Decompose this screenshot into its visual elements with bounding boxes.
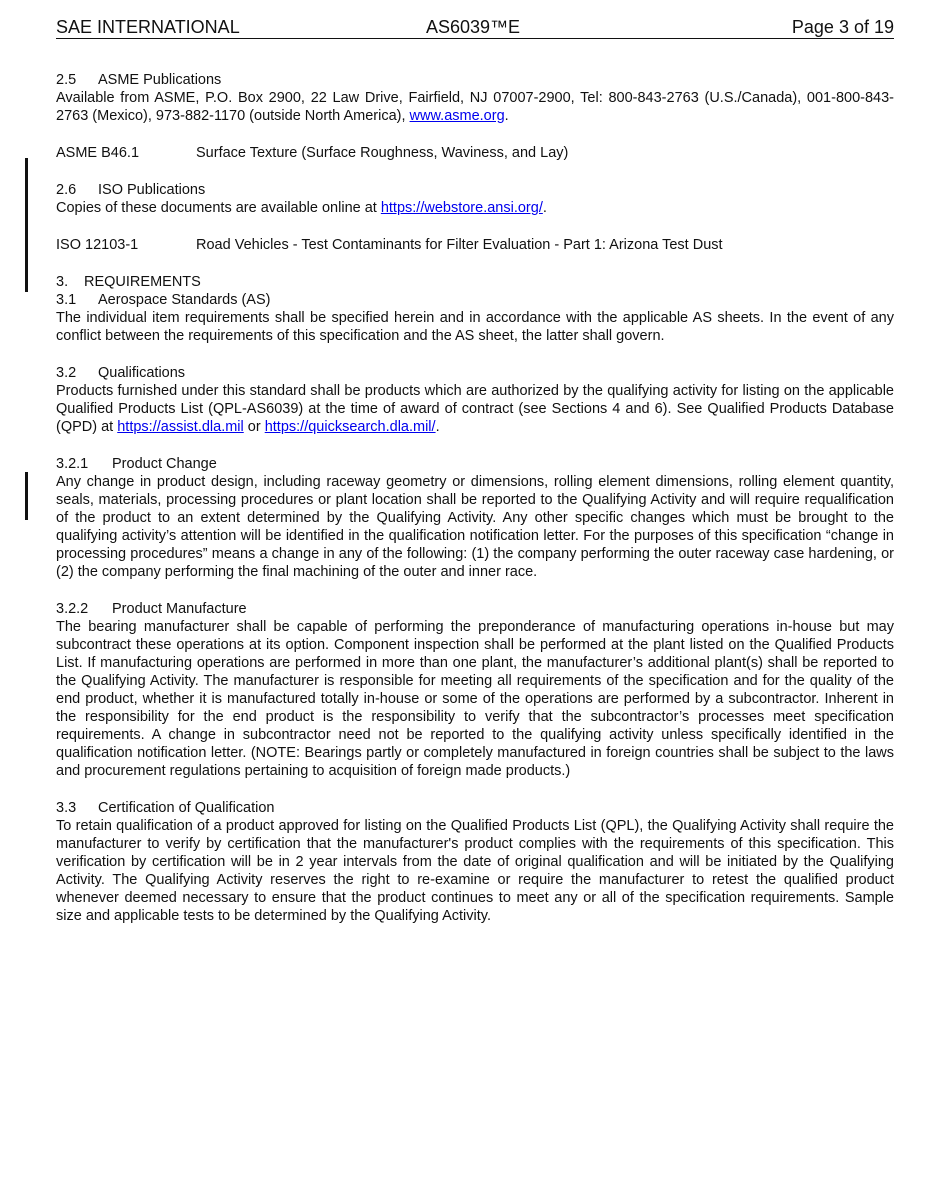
section-heading-2-6: 2.6 ISO Publications	[56, 182, 206, 198]
reference-asme-b46-1: ASME B46.1 Surface Texture (Surface Roughness, Waviness, and Lay)	[56, 145, 569, 161]
section-text-3-1: The individual item requirements shall be specified herein and in accordance with the applicable AS sheets. In the event of any conflict between the requirements of this specification and the AS sheet, the latter shall govern.	[56, 310, 894, 344]
document-body	[56, 71, 894, 944]
section-heading-2-5: 2.5 ASME Publications	[56, 72, 222, 88]
section-heading-3-3: 3.3 Certification of Qualification	[56, 800, 275, 816]
section-heading-3-1: 3.1 Aerospace Standards (AS)	[56, 292, 271, 308]
section-heading-3: 3. REQUIREMENTS	[56, 274, 201, 290]
assist-link[interactable]: https://assist.dla.mil	[117, 419, 244, 435]
section-heading-3-2-1: 3.2.1 Product Change	[56, 456, 217, 472]
asme-link[interactable]: www.asme.org	[409, 108, 505, 124]
section-heading-3-2: 3.2 Qualifications	[56, 365, 186, 381]
section-text-3-2-2: The bearing manufacturer shall be capable of performing the preponderance of manufacturing operations in-house but may subcontract these operations at its option. Component inspection shall be performed at the plant listed on the Qualified Products List. If manufacturing operations are performed in more than one plant, the manufacturer’s additional plant(s) shall be reported to the Qualifying Activity. The manufacturer is responsible for meeting all requirements of the specification and for the quality of the end product, whether it is manufactured totally in-house or some of the operations are performed by a subcontractor. Inherent in the responsibility for the end product is the responsibility to verify that the subcontractor’s processes meet specification requirements. A change in subcontractor need not be reported to the qualifying activity unless specifically identified in the qualification notification letter. (NOTE: Bearings partly or completely manufactured in foreign countries shall be subject to the laws and procurement regulations pertaining to acquisition of foreign made products.)	[56, 619, 894, 779]
header-org: SAE INTERNATIONAL	[56, 17, 240, 37]
quicksearch-link[interactable]: https://quicksearch.dla.mil/	[264, 419, 436, 435]
section-text-3-2-1: Any change in product design, including raceway geometry or dimensions, rolling element dimensions, rolling element quantity, seals, materials, processing procedures or plant location shall be reported to the Qualifying Activity and will require requalification of the product to an extent determined by the Qualifying Activity. Any other specific changes which must be brought to the qualifying activity’s attention will be identified in the qualification notification letter. For the purposes of this specification “change in processing procedures” means a change in any of the following: (1) the company performing the outer raceway case hardening, or (2) the company performing the final machining of the outer and inner race.	[56, 474, 894, 580]
section-text-3-2: Products furnished under this standard shall be products which are authorized by the qualifying activity for listing on the applicable Qualified Products List (QPL-AS6039) at the time of award of contract (see Sections 4 and 6). See Qualified Products Database (QPD) at https://assist.dla.mil or https://quicksearch.dla.mil/.	[56, 383, 894, 435]
header-doc-id: AS6039™E	[426, 17, 521, 37]
header-page-number: Page 3 of 19	[791, 17, 894, 37]
ansi-webstore-link[interactable]: https://webstore.ansi.org/	[380, 200, 543, 216]
page-header	[56, 16, 894, 39]
section-text-3-3: To retain qualification of a product approved for listing on the Qualified Products List (QPL), the Qualifying Activity shall require the manufacturer to verify by certification that the manufacturer's product complies with the requirements of this specification. This verification by certification will be in 2 year intervals from the date of original qualification and will be initiated by the Qualifying Activity. The Qualifying Activity reserves the right to re-examine or require the manufacturer to retest the qualified product whenever deemed necessary to ensure that the product continues to meet any or all of the specification requirements. Sample size and applicable tests to be determined by the Qualifying Activity.	[56, 818, 894, 924]
reference-iso-12103-1: ISO 12103-1 Road Vehicles - Test Contaminants for Filter Evaluation - Part 1: Arizona Test Dust	[56, 237, 723, 253]
revision-change-bar	[25, 472, 28, 520]
revision-change-bar	[25, 158, 28, 292]
section-text-2-5: Available from ASME, P.O. Box 2900, 22 Law Drive, Fairfield, NJ 07007-2900, Tel: 800-843-2763 (U.S./Canada), 001-800-843-2763 (Mexico), 973-882-1170 (outside North America), www.asme.org.	[56, 90, 894, 124]
section-heading-3-2-2: 3.2.2 Product Manufacture	[56, 601, 247, 617]
section-text-2-6: Copies of these documents are available online at https://webstore.ansi.org/.	[56, 200, 547, 216]
